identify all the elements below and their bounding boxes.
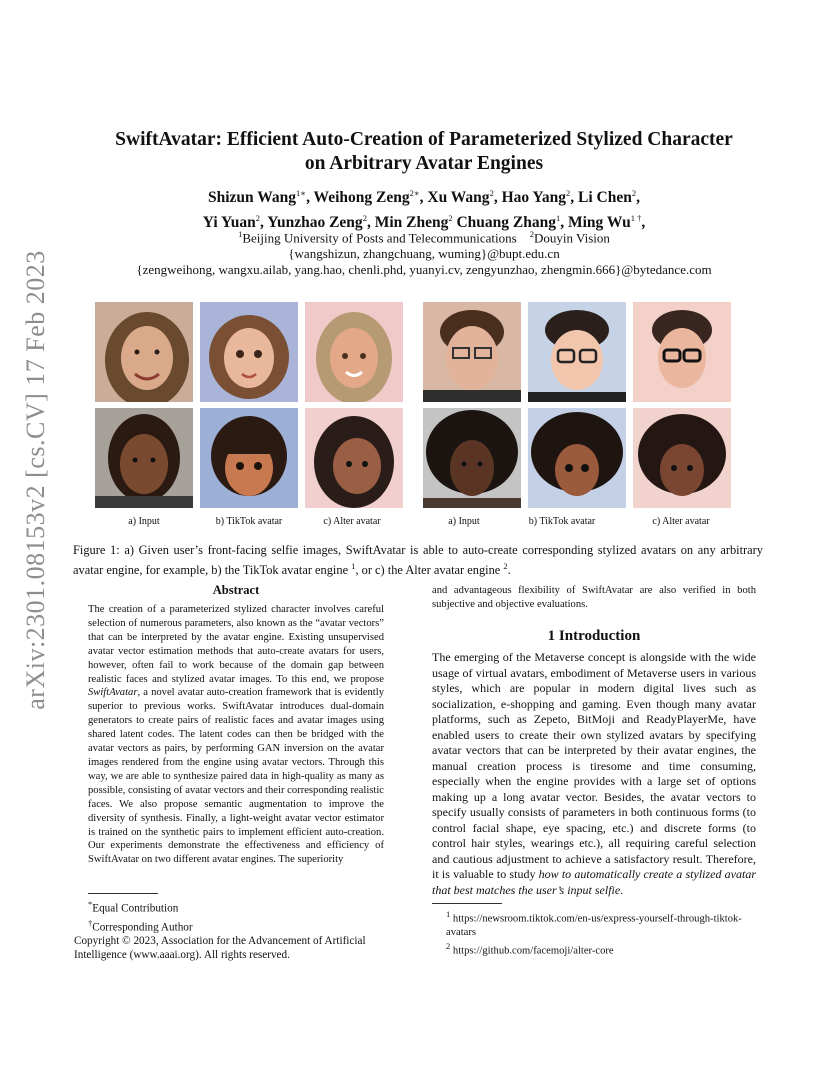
- tiktok-avatar-man-glasses: [528, 302, 626, 402]
- alter-avatar-man-glasses: [633, 302, 731, 402]
- email-bupt: {wangshizun, zhangchuang, wuming}@bupt.edu.cn: [288, 246, 560, 262]
- author: Chuang Zhang: [456, 214, 556, 232]
- author: Xu Wang: [427, 189, 490, 207]
- abstract-continued: and advantageous flexibility of SwiftAvatar are also verified in both subjective and objective evaluations.: [432, 585, 756, 610]
- affiliations: $^1$Beijing University of Posts and Telecommunications $^2$Douyin Vision {wangshizun, zhangchuang, wuming}@bupt.edu.cn {zengweihong, wangxu.ailab, yang.hao, chenli.phd, yuanyi.cv, zengyunzhao, zhengmin.666}@bytedance.com: [60, 226, 788, 278]
- input-photo-woman-curly: [95, 302, 193, 402]
- figure-label: b) TikTok avatar: [528, 516, 596, 527]
- footnote-equal: Equal Contribution: [92, 902, 179, 915]
- tiktok-avatar-woman-afro: [528, 408, 626, 508]
- author: Hao Yang: [501, 189, 567, 207]
- intro-text: The emerging of the Metaverse concept is alongside with the wide usage of virtual avatars, embodiment of Metaverse users in various styles, which are popular in modern digital lives such as socialization, e-shopping and gaming. Even though many avatar platforms, such as Zepeto, BitMoji and ReadyPlayerMe, have enabled users to create their own stylized avatars by specifying avatar vectors that can be interpreted by their avatar engines, the manual creation process is tiresome and time consuming, especially when the engine provides with a large set of options making up a long avatar vector. Besides, the avatar vectors to specify usually consists of parameters in both continuous forms (to control facial shape, eye spacing, etc.) and discrete forms (to control hair styles, wearings etc.), all requiring careful selection and cautious adjustment to achieve a satisfactory result. Therefore, it is valuable to study how to automatically create a stylized avatar that best matches the user’s input selfie.: [432, 650, 757, 897]
- alter-avatar-woman-blonde: [305, 302, 403, 402]
- figure-label: b) TikTok avatar: [215, 516, 283, 527]
- figure-caption: Figure 1: a) Given user’s front-facing selfie images, SwiftAvatar is able to auto-create corresponding stylized avatars on any arbitrary avatar engine, for example, b) the TikTok avatar engine $^1$, or c) the Alter avatar engine $^2$.: [73, 543, 763, 578]
- input-photo-man-glasses: [423, 302, 521, 402]
- figure-label: a) Input: [128, 516, 160, 527]
- alter-avatar-woman-afro: [633, 408, 731, 508]
- arxiv-stamp: [14, 250, 58, 710]
- figure-label: a) Input: [448, 516, 480, 527]
- title-line-1: SwiftAvatar: Efficient Auto-Creation of Parameterized Stylized Character: [115, 129, 733, 150]
- email-bytedance: {zengweihong, wangxu.ailab, yang.hao, chenli.phd, yuanyi.cv, zengyunzhao, zhengmin.666}@bytedance.com: [136, 262, 712, 278]
- author: Yunzhao Zeng: [267, 214, 363, 232]
- footnote-alter-url[interactable]: https://github.com/facemoji/alter-core: [452, 945, 614, 957]
- author: Shizun Wang: [208, 189, 297, 207]
- author: Ming Wu: [567, 214, 631, 232]
- arxiv-stamp-text: arXiv:2301.08153v2 [cs.CV] 17 Feb 2023: [21, 250, 51, 710]
- intro-heading: 1 Introduction: [547, 628, 641, 644]
- affiliation-1: Beijing University of Posts and Telecommunications: [242, 230, 517, 246]
- abstract-heading: Abstract: [212, 583, 260, 597]
- tiktok-avatar-woman-curly: [200, 302, 298, 402]
- footnote-tiktok-url[interactable]: https://newsroom.tiktok.com/en-us/express-yourself-through-tiktok-avatars: [446, 913, 742, 939]
- author: Yi Yuan: [202, 214, 256, 232]
- alter-avatar-woman-dark: [305, 408, 403, 508]
- input-photo-woman-dark: [95, 408, 193, 508]
- input-photo-woman-afro: [423, 408, 521, 508]
- footnote-divider: [432, 903, 502, 904]
- tiktok-avatar-woman-bangs: [200, 408, 298, 508]
- footnote-corresponding: Corresponding Author: [92, 921, 193, 934]
- footnotes-left: *Equal Contribution †Corresponding Author Copyright © 2023, Association for the Advancement of Artificial Intelligence (www.aaai.org). All rights reserved.: [74, 897, 394, 962]
- footnotes-right: $^1$ https://newsroom.tiktok.com/en-us/express-yourself-through-tiktok-avatars $^2$ https://github.com/facemoji/alter-core: [446, 909, 742, 957]
- footnote-divider: [88, 893, 158, 894]
- figure-label: c) Alter avatar: [323, 516, 381, 527]
- author-list: Shizun Wang$^{1∗}$, Weihong Zeng$^{2∗}$, Xu Wang$^2$, Hao Yang$^2$, Li Chen$^2$, Yi Yuan$^2$, Yunzhao Zeng$^2$, Min Zheng$^2$ Chuang Zhang$^1$, Ming $Wu^{1 \dagger}$,: [202, 188, 646, 232]
- abstract-text: The creation of a parameterized stylized character involves careful selection of numerous parameters, also known as the “avatar vectors” that can be interpreted by the avatar engine. Existing unsupervised avatar vector estimation methods that auto-create avatars for users, however, often fail to work because of the domain gap between realistic faces and stylized avatar images. To this end, we propose SwiftAvatar, a novel avatar auto-creation framework that is evidently superior to previous works. SwiftAvatar introduces dual-domain generators to create pairs of realistic faces and avatar images using shared latent codes. The latent codes can then be bridged with the avatar vectors as pairs, by performing GAN inversion on the avatar images rendered from the engine using avatar vectors. Through this way, we are able to synthesize paired data in high-quality as many as possible, consisting of avatar vectors and their corresponding realistic faces. We also propose semantic augmentation to improve the diversity of synthesis. Finally, a light-weight avatar vector estimator is trained on the synthetic pairs to implement efficient auto-creation. Our experiments demonstrate the effectiveness and efficiency of SwiftAvatar on two different avatar engines. The superiority: [88, 604, 384, 866]
- author: Min Zheng: [374, 214, 449, 232]
- title-line-2: on Arbitrary Avatar Engines: [304, 153, 544, 174]
- affiliation-2: Douyin Vision: [533, 230, 610, 246]
- copyright: Copyright © 2023, Association for the Advancement of Artificial Intelligence (www.aaai.org). All rights reserved.: [74, 935, 366, 962]
- figure-label: c) Alter avatar: [652, 516, 710, 527]
- figure-1: [95, 302, 735, 508]
- author: Weihong Zeng: [313, 189, 410, 207]
- paper-title: [60, 128, 788, 176]
- author: Li Chen: [578, 189, 632, 207]
